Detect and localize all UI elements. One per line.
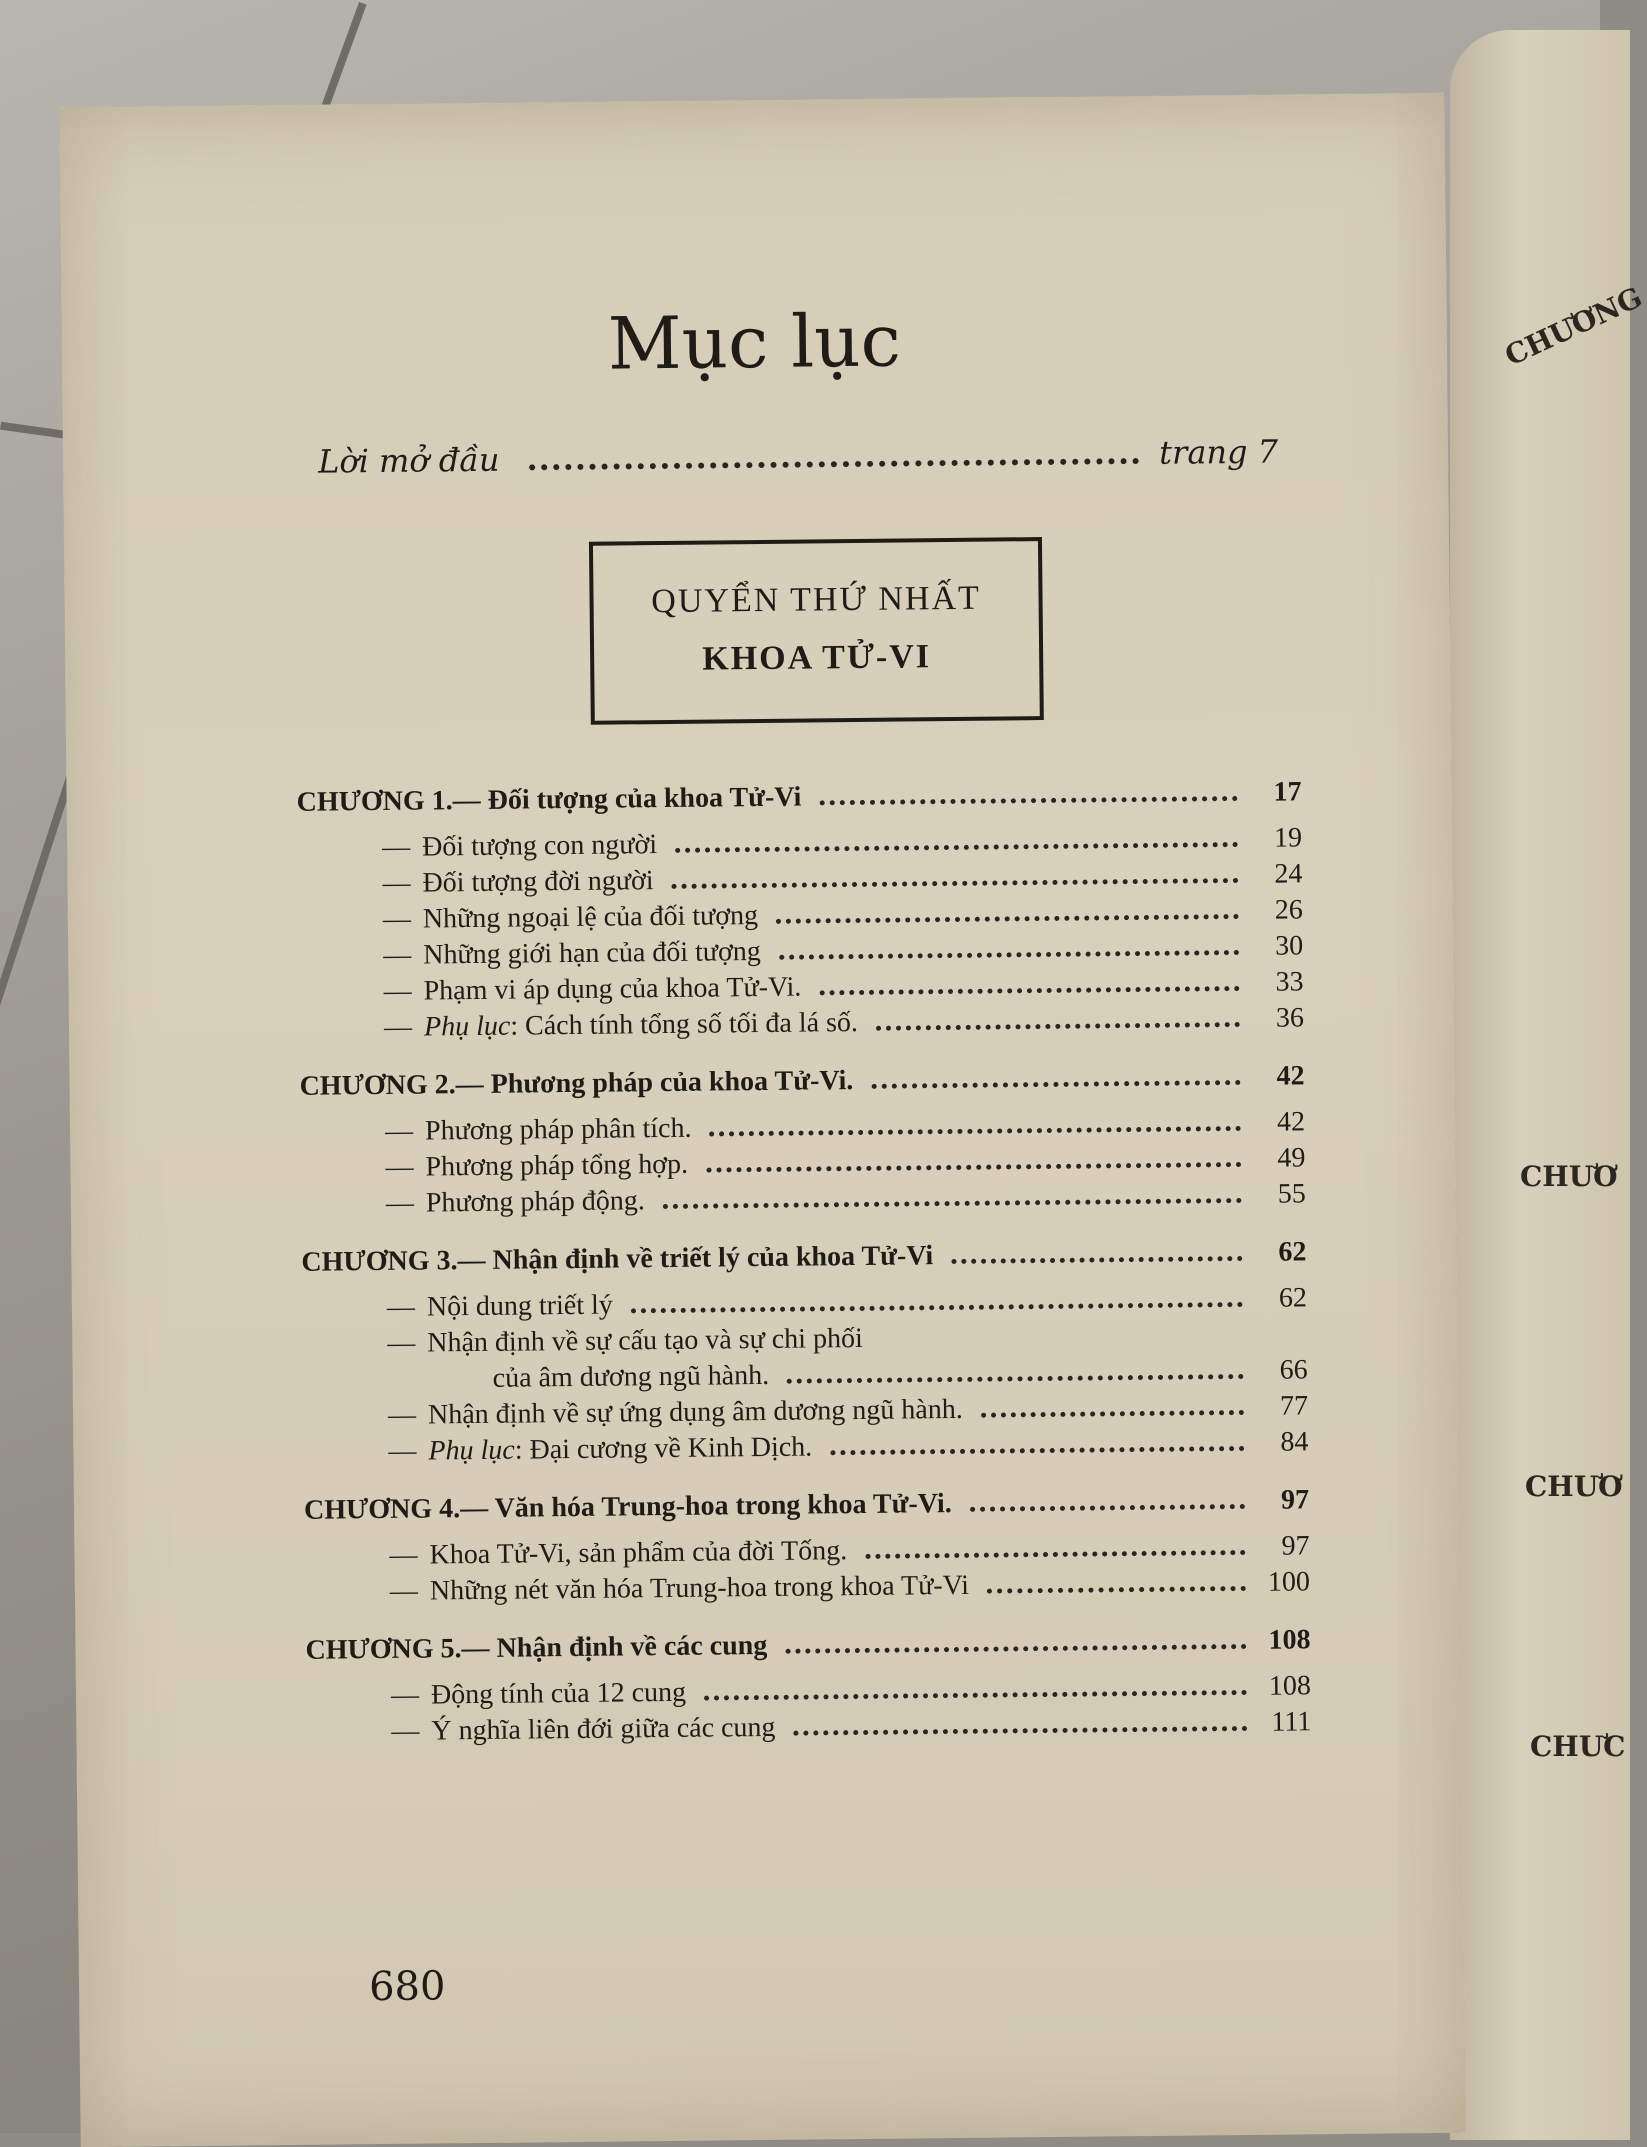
page-number: 680 [368, 1963, 446, 2011]
chapter-page: 108 [1268, 1624, 1311, 1656]
chapter-page: 17 [1273, 776, 1302, 808]
leader-dots [970, 1504, 1245, 1512]
item-page: 77 [1279, 1390, 1309, 1422]
book-heading-box [589, 537, 1044, 725]
item-page: 33 [1275, 966, 1304, 998]
leader-dots [706, 1162, 1241, 1173]
leader-dots [710, 1126, 1242, 1137]
item-text: Những ngoại lệ của đối tượng [422, 900, 759, 935]
item-text: Nhận định về sự cấu tạo và sự chi phối [427, 1322, 863, 1359]
leader-dots [785, 1644, 1246, 1654]
item-page: 26 [1274, 894, 1303, 926]
leader-dots [663, 1198, 1242, 1209]
chapter-label: CHƯƠNG 3.— Nhận định về triết lý của khoa Tử-Vi [301, 1240, 934, 1278]
chapter-label: CHƯƠNG 4.— Văn hóa Trung-hoa trong khoa Tử-Vi. [303, 1488, 952, 1526]
book-page [59, 93, 1465, 2147]
item-page: 62 [1278, 1282, 1308, 1314]
leader-dots [871, 1080, 1240, 1089]
facing-page-fragment: CHƯC [1530, 1730, 1626, 1763]
leader-dots [675, 842, 1238, 853]
facing-page-edge [1450, 30, 1647, 2140]
chapter-heading [301, 1234, 1306, 1281]
book-heading-line1: QUYỂN THỨ NHẤT [651, 579, 981, 621]
item-dash: — [382, 867, 411, 899]
item-dash: — [383, 1011, 413, 1043]
item-page: 111 [1271, 1706, 1312, 1738]
item-text: Phương pháp tổng hợp. [425, 1148, 689, 1183]
intro-page: trang 7 [1158, 432, 1279, 472]
item-text: Những giới hạn của đối tượng [423, 936, 761, 971]
item-text: : Đại cương về Kinh Dịch. [514, 1431, 813, 1466]
item-page: 49 [1277, 1142, 1306, 1174]
item-dash: — [382, 903, 412, 935]
book-heading-line2: KHOA TỬ-VI [702, 638, 932, 678]
item-page: 108 [1268, 1670, 1312, 1702]
chapter-heading [304, 1482, 1309, 1529]
leader-dots [865, 1550, 1245, 1559]
item-text: Ý nghĩa liên đới giữa các cung [431, 1711, 776, 1747]
chapter-label: CHƯƠNG 5.— Nhận định về các cung [305, 1629, 768, 1666]
item-page: 19 [1273, 822, 1303, 854]
item-page: 24 [1274, 858, 1303, 890]
facing-page-fragment: CHƯƠ [1520, 1160, 1618, 1193]
item-text-continuation: của âm dương ngũ hành. [492, 1359, 770, 1394]
leader-dots [704, 1690, 1247, 1701]
item-page: 84 [1280, 1426, 1309, 1458]
page-title: Mục lục [607, 298, 902, 386]
toc-chapter [304, 1482, 1310, 1611]
chapter-label: CHƯƠNG 1.— Đối tượng của khoa Tử-Vi [296, 781, 802, 818]
item-dash: — [389, 1575, 419, 1607]
item-dash: — [383, 975, 412, 1007]
item-text: Phương pháp động. [425, 1185, 645, 1219]
intro-entry [318, 433, 1278, 481]
item-text: Nội dung triết lý [426, 1289, 613, 1323]
toc-chapter [305, 1622, 1311, 1751]
facing-page-fragment: CHƯƠNG [1499, 280, 1647, 373]
item-page: 97 [1281, 1530, 1310, 1562]
item-dash: — [387, 1327, 416, 1359]
item-dash: — [388, 1435, 417, 1467]
item-text: Những nét văn hóa Trung-hoa trong khoa Tử-Vi [429, 1569, 970, 1607]
item-page: 100 [1267, 1566, 1311, 1598]
leader-dots [672, 878, 1239, 889]
item-dash: — [386, 1291, 416, 1323]
item-dash: — [387, 1399, 417, 1431]
item-page: 55 [1277, 1178, 1306, 1210]
chapter-heading [305, 1622, 1310, 1669]
leader-dots [819, 986, 1239, 995]
chapter-heading [296, 774, 1301, 821]
item-text: Đối tượng con người [421, 829, 658, 863]
toc-chapter [301, 1234, 1308, 1471]
intro-label: Lời mở đầu [317, 440, 500, 481]
item-text: Phương pháp phân tích. [424, 1112, 692, 1147]
leader-dots [631, 1302, 1243, 1313]
leader-dots [787, 1374, 1244, 1384]
leader-dots [951, 1256, 1242, 1264]
item-text: : Cách tính tổng số tối đa lá số. [510, 1006, 859, 1042]
item-page: 42 [1276, 1106, 1306, 1138]
item-page: 36 [1275, 1002, 1305, 1034]
leader-dots [793, 1726, 1247, 1736]
chapter-page: 97 [1280, 1484, 1310, 1516]
item-text: Động tính của 12 cung [430, 1676, 687, 1711]
item-text: Khoa Tử-Vi, sản phẩm của đời Tống. [429, 1535, 848, 1571]
item-dash: — [389, 1539, 418, 1571]
item-dash: — [391, 1715, 420, 1747]
item-text: Đối tượng đời người [422, 865, 654, 899]
item-dash: — [385, 1151, 414, 1183]
item-dash: — [384, 1115, 414, 1147]
leader-dots [776, 914, 1239, 924]
leader-dots [981, 1410, 1244, 1418]
appendix-prefix: Phụ lục [428, 1434, 515, 1467]
chapter-page: 42 [1276, 1060, 1305, 1092]
item-dash: — [383, 939, 412, 971]
item-dash: — [385, 1187, 415, 1219]
leader-dots [987, 1586, 1246, 1594]
toc-chapter [296, 774, 1304, 1047]
toc-chapter [299, 1058, 1306, 1223]
item-page: 30 [1275, 930, 1304, 962]
chapter-page: 62 [1278, 1236, 1307, 1268]
item-dash: — [381, 831, 411, 863]
appendix-prefix: Phụ lục [423, 1010, 511, 1043]
item-dash: — [390, 1679, 420, 1711]
chapter-label: CHƯƠNG 2.— Phương pháp của khoa Tử-Vi. [299, 1065, 854, 1102]
chapter-heading [299, 1058, 1304, 1105]
leader-dots [819, 796, 1237, 805]
item-text: Nhận định về sự ứng dụng âm dương ngũ hành. [427, 1393, 963, 1431]
facing-page-fragment: CHƯƠ [1525, 1470, 1623, 1503]
leader-dots [530, 458, 1140, 470]
leader-dots [779, 950, 1239, 960]
item-text: Phạm vi áp dụng của khoa Tử-Vi. [423, 971, 802, 1007]
item-page: 66 [1279, 1354, 1308, 1386]
table-of-contents [296, 774, 1311, 1772]
leader-dots [830, 1446, 1244, 1455]
leader-dots [876, 1022, 1240, 1031]
